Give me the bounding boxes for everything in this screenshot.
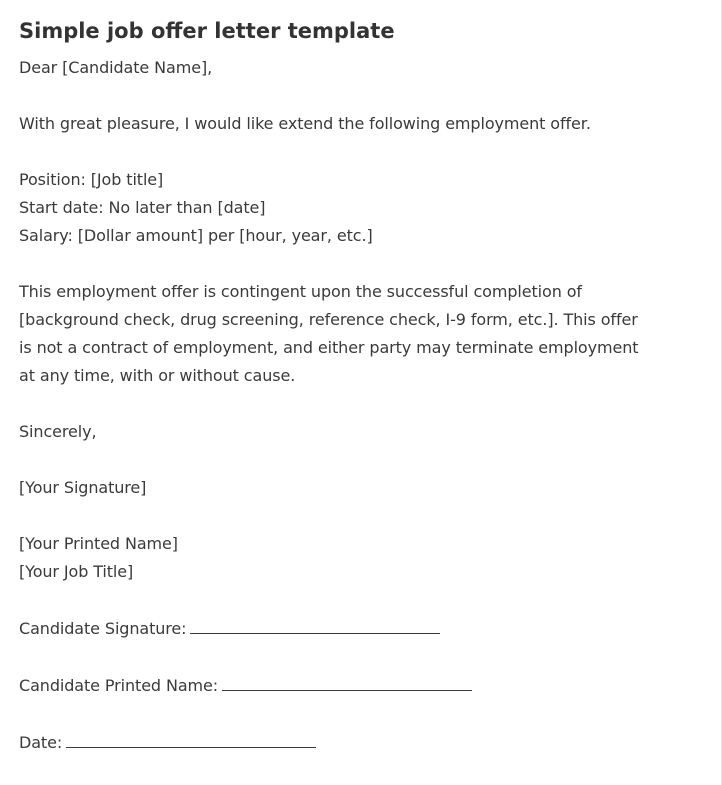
candidate-signature-blank[interactable] xyxy=(190,614,440,634)
salary-line: Salary: [Dollar amount] per [hour, year, etc.] xyxy=(19,226,373,245)
candidate-printed-name-label: Candidate Printed Name: xyxy=(19,676,219,695)
printed-name-placeholder: [Your Printed Name] xyxy=(19,534,178,553)
candidate-signature-label: Candidate Signature: xyxy=(19,619,187,638)
closing: Sincerely, xyxy=(19,422,97,441)
contingency-line: [background check, drug screening, reference check, I-9 form, etc.]. This offer xyxy=(19,310,638,329)
page-title: Simple job offer letter template xyxy=(19,19,395,43)
intro-paragraph: With great pleasure, I would like extend the following employment offer. xyxy=(19,114,591,133)
start-date-line: Start date: No later than [date] xyxy=(19,198,266,217)
position-line: Position: [Job title] xyxy=(19,170,164,189)
letter-body xyxy=(19,54,709,757)
contingency-line: This employment offer is contingent upon the successful completion of xyxy=(19,282,582,301)
date-blank[interactable] xyxy=(66,728,316,748)
contingency-line: is not a contract of employment, and either party may terminate employment xyxy=(19,338,639,357)
offer-details xyxy=(19,166,709,250)
candidate-printed-name-field xyxy=(19,671,709,700)
sender-block xyxy=(19,530,709,586)
date-label: Date: xyxy=(19,733,63,752)
date-field xyxy=(19,728,709,757)
candidate-signature-field xyxy=(19,614,709,643)
job-title-placeholder: [Your Job Title] xyxy=(19,562,134,581)
contingency-paragraph xyxy=(19,278,709,390)
signature-placeholder: [Your Signature] xyxy=(19,478,147,497)
greeting: Dear [Candidate Name], xyxy=(19,58,213,77)
candidate-printed-name-blank[interactable] xyxy=(222,671,472,691)
contingency-line: at any time, with or without cause. xyxy=(19,366,296,385)
